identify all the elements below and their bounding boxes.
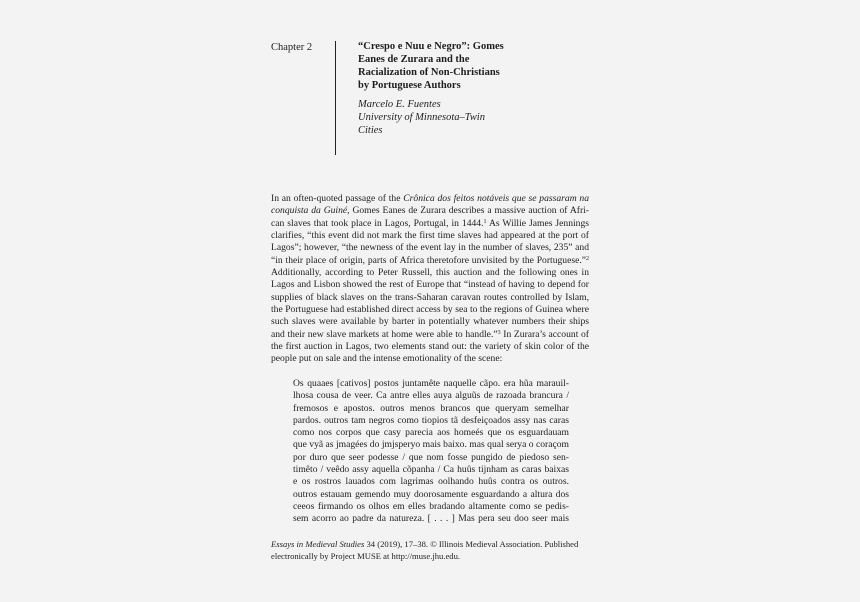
text-line: and their new slave markets at home were able to handle.”$^3$ In Zurara’s account of	[271, 328, 590, 340]
footer-citation: Essays in Medieval Studies 34 (2019), 17–38. © Illinois Medieval Association. Published	[271, 539, 579, 549]
chapter-title-line: Racialization of Non-Christians	[358, 67, 500, 78]
journal-title: Essays in Medieval Studies	[271, 539, 365, 549]
text-line: such slaves were available by barter in potentially whatever numbers their ships	[271, 316, 589, 328]
chapter-title-line: Eanes de Zurara and the	[358, 54, 470, 65]
quote-line: sem acorro ao padre da natureza. [ . . . ] Mas pera seu doo seer mais	[293, 513, 569, 525]
block-quote	[293, 378, 569, 526]
footer-access-line: electronically by Project MUSE at http://muse.jhu.edu.	[271, 550, 461, 561]
text-line: Lagos”; however, “the newness of the event lay in the number of slaves, 235” and	[271, 242, 589, 254]
text-line: Lagos and Lisbon showed the rest of Europe that “instead of having to depend for	[271, 279, 589, 291]
text-line: the first auction in Lagos, two elements stand out: the variety of skin color of the	[271, 341, 589, 353]
text-line: In an often-quoted passage of the Crônica dos feitos notáveis que se passaram na	[271, 193, 589, 204]
publication-footer	[271, 539, 591, 562]
quote-line: que vyã as jmagées do jmjsperyo mais baixo. mas qual serya o coraçom	[293, 439, 569, 451]
footnote-ref[interactable]: 3	[497, 329, 501, 336]
quote-line: fremosos e apostos. outros menos brancos que queryam semelhar	[293, 402, 569, 414]
work-title: Crônica dos feitos notáveis que se passaram na	[403, 193, 589, 204]
body-paragraph	[271, 193, 589, 366]
author-affiliation: University of Minnesota–Twin	[358, 112, 485, 123]
quote-line: timêto / veêdo assy aquella cõpanha / Ca huûs tijnham as caras baixas	[293, 464, 569, 476]
quote-line: como nos corpos que casy parecia aos homeés que os esguardauam	[293, 427, 569, 439]
header-divider	[335, 41, 336, 155]
quote-line: lhosa cousa de veer. Ca antre elles auya alguũs de razoada brancura /	[293, 390, 569, 402]
text-line: conquista da Guiné, Gomes Eanes de Zurara describes a massive auction of Afri-	[271, 205, 589, 217]
chapter-title-line: “Crespo e Nuu e Negro”: Gomes	[358, 41, 504, 52]
text-line: clarifies, “this event did not mark the first time slaves had appeared at the port of	[271, 230, 589, 242]
text-line: can slaves that took place in Lagos, Portugal, in 1444.$^1$ As Willie James Jennings	[271, 217, 589, 229]
footnote-ref[interactable]: 2	[586, 255, 589, 262]
chapter-title-line: by Portuguese Authors	[358, 80, 461, 91]
footnote-ref[interactable]: 1	[483, 218, 487, 225]
quote-line: e os rostros lauados com lagrimas oolhando huûs contra os outros.	[293, 476, 569, 488]
quote-line: Os quaaes [cativos] postos juntamête naquelle cãpo. era hũa marauil-	[293, 378, 569, 389]
chapter-label: Chapter 2	[271, 42, 313, 53]
quote-line: por duro que seer podesse / que nom fosse pungido de piedoso sen-	[293, 451, 569, 463]
text-line: supplies of black slaves on the trans-Saharan caravan routes controlled by Islam,	[271, 291, 589, 303]
chapter-title-block	[358, 40, 518, 137]
quote-line: ceeos firmando os olhos em elles bradando altamente como se pedis-	[293, 500, 569, 512]
author-name: Marcelo E. Fuentes	[358, 99, 441, 110]
text-line: Additionally, according to Peter Russell, this auction and the following ones in	[271, 267, 589, 279]
quote-line: pardos. outros tam negros como tiopios tã desfeiçoados assy nas caras	[293, 414, 569, 426]
author-affiliation: Cities	[358, 125, 383, 136]
work-title: conquista da Guiné	[271, 205, 348, 217]
text-line: “in their place of origin, parts of Africa theretofore unvisited by the Portuguese.”$^2$	[271, 254, 589, 266]
quote-line: outros estauam gemendo muy doorosamente esguardando a altura dos	[293, 488, 569, 500]
text-line: people put on sale and the intense emotionality of the scene:	[271, 353, 503, 365]
author-block	[358, 98, 518, 137]
text-line: the Portuguese had established direct access by sea to the regions of Guinea where	[271, 304, 589, 316]
